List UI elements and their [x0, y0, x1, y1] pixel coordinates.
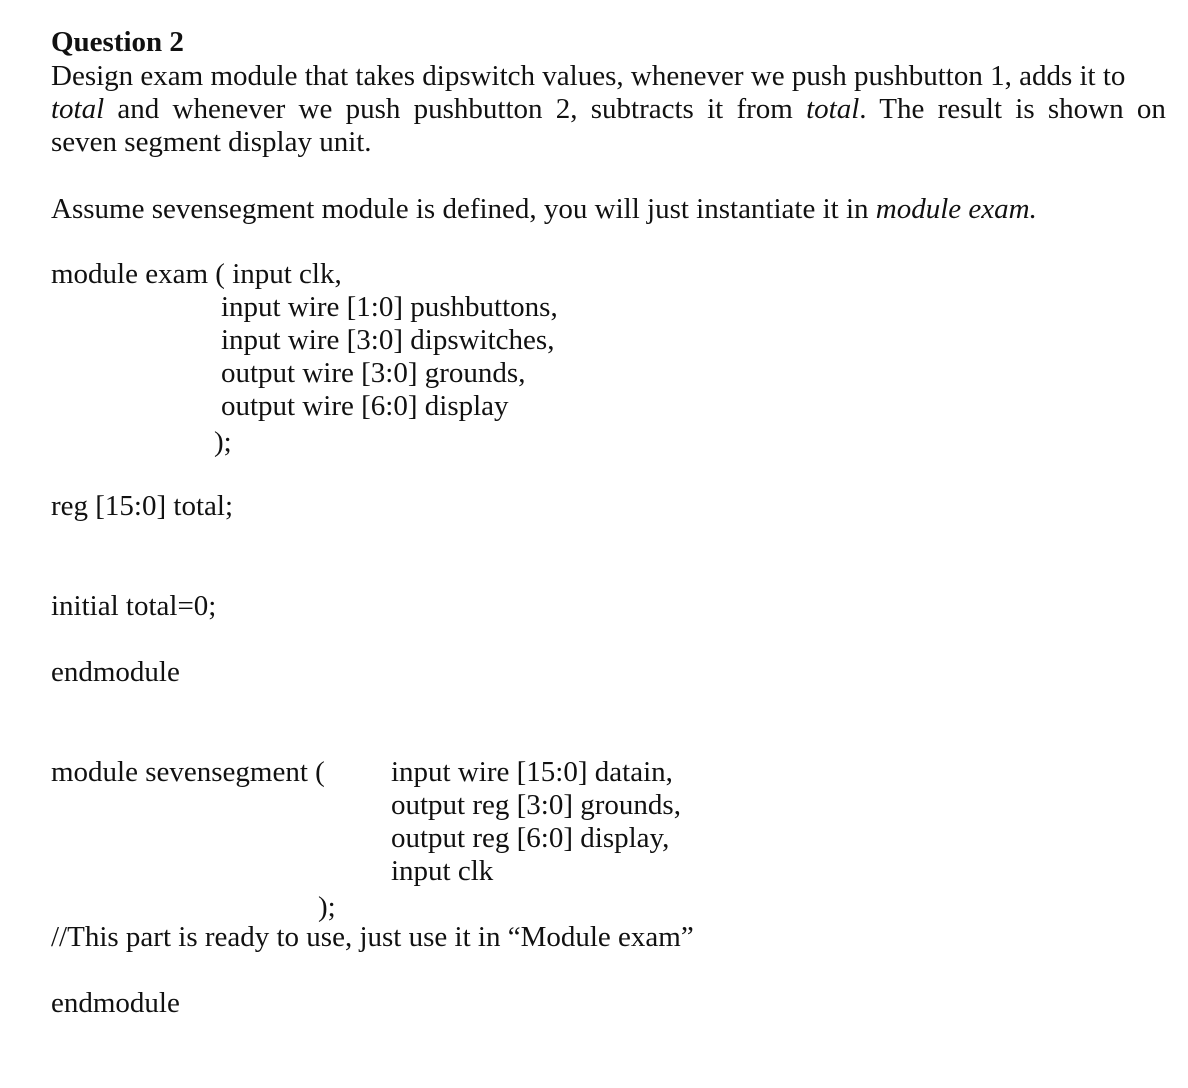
exam-module-first-line: module exam ( input clk, [51, 258, 342, 290]
question-line-2-mid: and whenever we push pushbutton 2, subtracts it from [104, 93, 807, 125]
question-line-2 [51, 93, 1166, 126]
exam-port-2: input wire [3:0] dipswitches, [221, 324, 555, 356]
sevenseg-comment: //This part is ready to use, just use it in “Module exam” [51, 921, 694, 953]
exam-port-3: output wire [3:0] grounds, [221, 357, 526, 389]
exam-endmodule: endmodule [51, 656, 180, 688]
exam-close: ); [214, 426, 232, 458]
question-heading: Question 2 [51, 26, 184, 58]
term-total-2: total [806, 93, 860, 125]
sevenseg-endmodule: endmodule [51, 987, 180, 1019]
exam-initial-line: initial total=0; [51, 590, 217, 622]
exam-port-1: input wire [1:0] pushbuttons, [221, 291, 558, 323]
term-total: total [51, 93, 105, 125]
exam-reg-line: reg [15:0] total; [51, 490, 234, 522]
sevenseg-close: ); [318, 891, 336, 923]
question-line-2-text [51, 93, 1166, 126]
question-line-3: seven segment display unit. [51, 126, 372, 158]
exam-port-4: output wire [6:0] display [221, 390, 509, 422]
sevenseg-port-1: input wire [15:0] datain, [391, 756, 673, 788]
question-line-1: Design exam module that takes dipswitch values, whenever we push pushbutton 1, adds it to [51, 60, 1126, 92]
assume-line [51, 193, 1037, 226]
sevenseg-port-3: output reg [6:0] display, [391, 822, 670, 854]
question-line-2-end: . The result is shown on [859, 93, 1166, 125]
assume-text: Assume sevensegment module is defined, you will just instantiate it in [51, 193, 876, 225]
sevenseg-port-4: input clk [391, 855, 494, 887]
sevenseg-port-2: output reg [3:0] grounds, [391, 789, 681, 821]
sevenseg-first-label: module sevensegment ( [51, 756, 325, 788]
assume-italic: module exam. [875, 193, 1037, 225]
